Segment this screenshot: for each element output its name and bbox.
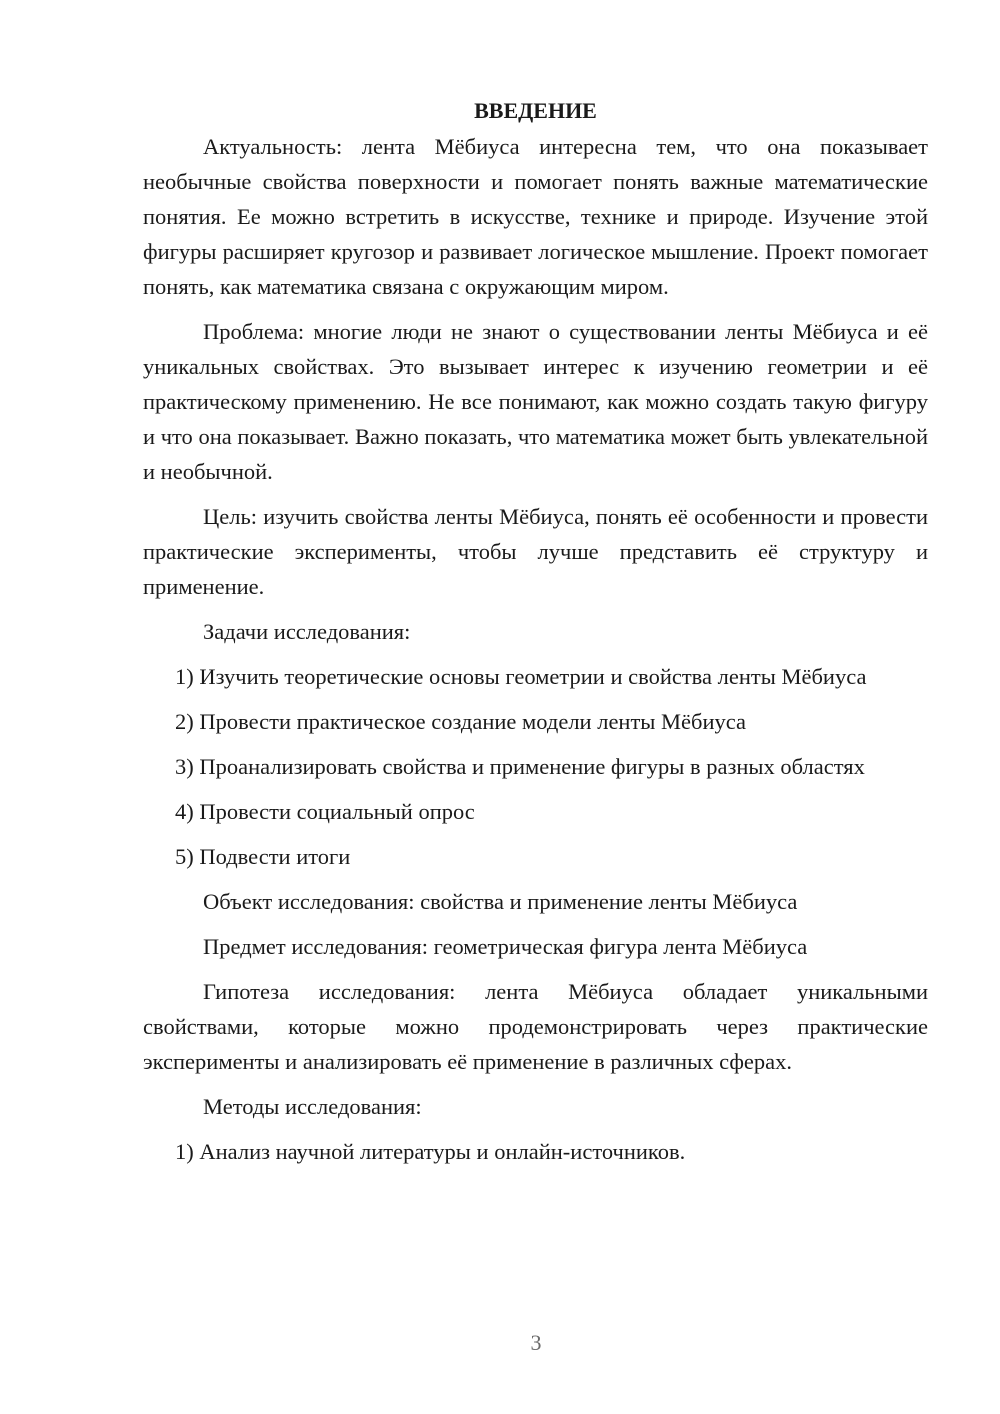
task-item: 2) Провести практическое создание модели ленты Мёбиуса (175, 709, 747, 734)
task-item: 4) Провести социальный опрос (175, 799, 475, 824)
goal-paragraph: Цель: изучить свойства ленты Мёбиуса, понять её особенности и провести практические эксперименты, чтобы лучше представить её структуру и применение. (143, 504, 928, 599)
section-title: ВВЕДЕНИЕ (474, 98, 597, 123)
method-item: 1) Анализ научной литературы и онлайн-источников. (175, 1139, 686, 1164)
relevance-paragraph: Актуальность: лента Мёбиуса интересна тем, что она показывает необычные свойства поверхности и помогает понять важные математические понятия. Ее можно встретить в искусстве, технике и природе. Изучение этой фигуры расширяет кругозор и развивает логическое мышление. Проект помогает понять, как математика связана с окружающим миром. (143, 134, 928, 299)
hypothesis-paragraph: Гипотеза исследования: лента Мёбиуса обладает уникальными свойствами, которые можно продемонстрировать через практические эксперименты и анализировать её применение в различных сферах. (143, 979, 928, 1074)
page-number: 3 (530, 1330, 542, 1355)
task-item: 1) Изучить теоретические основы геометрии и свойства ленты Мёбиуса (175, 664, 867, 689)
object-paragraph: Объект исследования: свойства и применение ленты Мёбиуса (203, 889, 798, 914)
subject-paragraph: Предмет исследования: геометрическая фигура лента Мёбиуса (203, 934, 808, 959)
document-page (143, 92, 928, 1179)
task-item: 3) Проанализировать свойства и применение фигуры в разных областях (175, 754, 865, 779)
task-item: 5) Подвести итоги (175, 844, 351, 869)
problem-paragraph: Проблема: многие люди не знают о существовании ленты Мёбиуса и её уникальных свойствах. Это вызывает интерес к изучению геометрии и её практическому применению. Не все понимают, как можно создать такую фигуру и что она показывает. Важно показать, что математика может быть увлекательной и необычной. (143, 319, 928, 484)
tasks-heading: Задачи исследования: (203, 619, 411, 644)
methods-heading: Методы исследования: (203, 1094, 422, 1119)
